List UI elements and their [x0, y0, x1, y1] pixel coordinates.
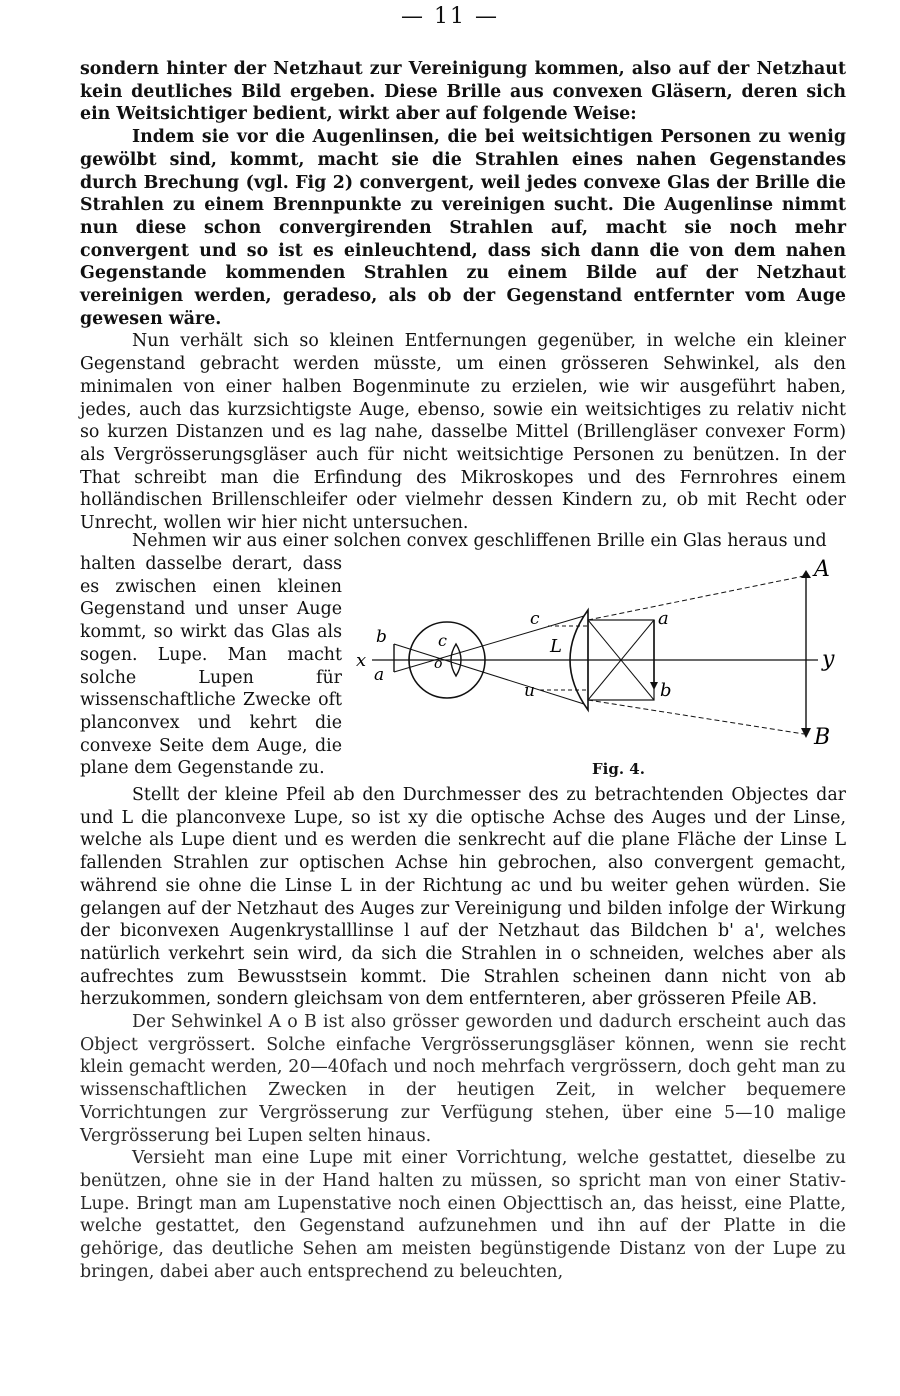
label-a-small: a: [658, 608, 669, 629]
label-y: y: [822, 647, 835, 672]
small-arrow-head: [650, 682, 658, 690]
label-c: c: [530, 609, 540, 629]
big-arrow-top: [801, 570, 811, 578]
label-A: A: [814, 557, 830, 582]
label-u: u: [524, 681, 535, 701]
paragraph-2: Indem sie vor die Augenlinsen, die bei weitsichtigen Personen zu wenig gewölbt sind, kommt, macht sie die Strahlen eines nahen Gegenstandes durch Brechung (vgl. Fig 2) convergent, weil jedes convexe Glas der Brille die Strahlen zu einem Brennpunkte zu vereinigen sucht. Die Augenlinse nimmt nun diese schon convergirenden Strahlen auf, macht sie noch mehr convergent und so ist es einleuchtend, dass sich dann die von dem nahen Gegenstande kommenden Strahlen zu einem Bilde auf der Netzhaut vereinigen werden, geradeso, als ob der Gegenstand entfernter vom Auge gewesen wäre.: [80, 127, 846, 329]
paragraph-4-rest: halten dasselbe derart, dass es zwischen einen kleinen Gegenstand und unser Auge kommt, so wirkt das Glas als sogen. Lupe. Man macht solche Lupen für wissenschaftliche Zwecke oft planconvex und kehrt die convexe Seite dem Auge, die plane dem Gegenstande zu.: [80, 554, 342, 779]
label-L: L: [550, 636, 562, 657]
label-b-small: b: [660, 680, 672, 701]
lens-diagram: [352, 556, 852, 756]
big-arrow-head: [801, 728, 811, 738]
figure-caption: Fig. 4.: [592, 760, 645, 778]
paragraph-3: Nun verhält sich so kleinen Entfernungen gegenüber, in welche ein kleiner Gegenstand gebracht werden müsste, um einen grösseren Sehwinkel, als den minimalen von einer halben Bogenminute zu erzielen, wie wir ausgeführt haben, jedes, auch das kurzsichtigste Auge, ebenso, sowie ein weitsichtiges zu relativ nicht so kurzen Distanzen und es lag nahe, dasselbe Mittel (Brillengläser convexer Form) als Vergrösserungsgläser auch für nicht weitsichtige Personen zu benützen. In der That schreibt man die Erfindung des Mikroskopes und des Fernrohres einem holländischen Brillenschleifer oder vielmehr dessen Kindern zu, ob mit Recht oder Unrecht, wollen wir hier nicht untersuchen.: [80, 331, 846, 534]
paragraph-1: sondern hinter der Netzhaut zur Vereinigung kommen, also auf der Netzhaut kein deutliches Bild ergeben. Diese Brille aus convexen Gläsern, deren sich ein Weitsichtiger bedient, wirkt aber auf folgende Weise:: [80, 59, 846, 125]
label-c-eye: c: [438, 631, 447, 650]
page-number: — 11 —: [401, 4, 499, 29]
text-block-top: [80, 58, 846, 535]
label-b-eye: b: [376, 627, 387, 647]
label-a-eye: a: [374, 665, 385, 685]
label-B: B: [814, 725, 831, 750]
figure-4-diagram: [352, 556, 852, 756]
paragraph-4-first-line: Nehmen wir aus einer solchen convex geschliffenen Brille ein Glas heraus und: [132, 531, 827, 552]
label-x: x: [356, 650, 367, 671]
virtual-ray-B: [588, 700, 804, 734]
label-o: o: [434, 656, 443, 672]
paragraph-5: Stellt der kleine Pfeil ab den Durchmesser des zu betrachtenden Objectes dar und L die planconvexe Lupe, so ist xy die optische Achse des Auges und der Linse, welche als Lupe dient und es werden die senkrecht auf die plane Fläche der Linse L fallenden Strahlen zur optischen Achse hin gebrochen, also convergent gemacht, während sie ohne die Linse L in der Richtung ac und bu weiter gehen würden. Sie gelangen auf der Netzhaut des Auges zur Vereinigung und bilden infolge der Wirkung der biconvexen Augenkrystalllinse l auf der Netzhaut das Bildchen b' a', welches natürlich verkehrt sein wird, da sich die Strahlen in o schneiden, welches aber als aufrechtes zum Bewusstsein kommt. Die Strahlen scheinen dann nicht von ab herzukommen, sondern gleichsam von dem entfernteren, aber grösseren Pfeile AB.: [80, 785, 846, 1010]
text-block-bottom: [80, 784, 846, 1283]
virtual-ray-A: [588, 576, 804, 620]
paragraph-6: Der Sehwinkel A o B ist also grösser geworden und dadurch erscheint auch das Object vergrössert. Solche einfache Vergrösserungsgläser können, wenn sie recht klein gemacht werden, 20—40fach und noch mehrfach vergrössern, doch geht man zu wissenschaftlichen Zwecken in der heutigen Zeit, in welcher bequemere Vorrichtungen zur Vergrösserung zur Verfügung stehen, über eine 5—10 malige Vergrösserung bei Lupen selten hinaus.: [80, 1012, 846, 1146]
paragraph-7: Versieht man eine Lupe mit einer Vorrichtung, welche gestattet, dieselbe zu benützen, ohne sie in der Hand halten zu müssen, so spricht man von einer Stativ-Lupe. Bringt man am Lupenstative noch einen Objecttisch an, das heisst, eine Platte, welche gestattet, den Gegenstand aufzunehmen und ihn auf der Platte in die gehörige, das deutliche Sehen am meisten begünstigende Distanz von der Lupe zu bringen, dabei aber auch entsprechend zu beleuchten,: [80, 1148, 846, 1282]
